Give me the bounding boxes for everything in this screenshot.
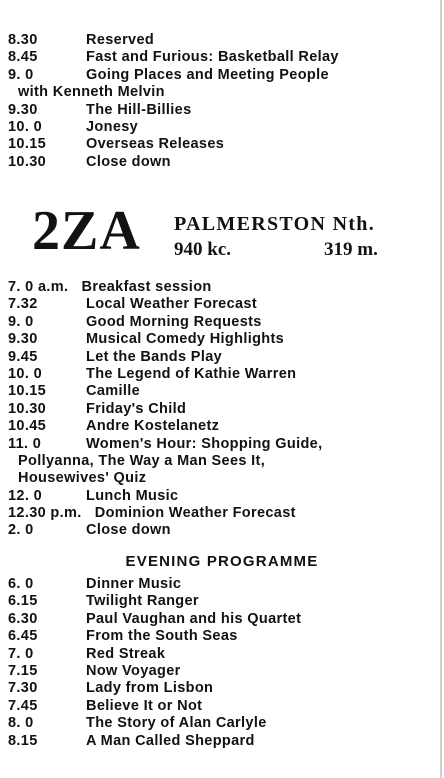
listing-time: 7. 0 [8, 645, 34, 662]
listing-title: Jonesy [86, 118, 139, 135]
listing-title: Overseas Releases [86, 136, 225, 153]
listing-time: 6.15 [8, 593, 38, 610]
listing-time: 6. 0 [8, 576, 34, 592]
listing-row [8, 279, 438, 296]
listing-row [8, 296, 438, 313]
listing-time: 7.15 [8, 662, 38, 679]
listing-title: Dominion Weather Forecast [94, 505, 296, 522]
listing-row [8, 331, 438, 348]
listing-title: Women's Hour: Shopping Guide, [86, 435, 323, 452]
listing-title: Red Streak [86, 645, 166, 662]
listing-row [8, 593, 438, 610]
station-frequency: 940 kc. [174, 239, 231, 260]
listing-title: Friday's Child [86, 400, 187, 417]
listing-title: Let the Bands Play [86, 348, 223, 365]
station-wavelength: 319 m. [324, 239, 378, 260]
listing-time: 8. 0 [8, 715, 34, 732]
listing-title: Dinner Music [86, 576, 182, 592]
listing-time: 7.30 [8, 680, 38, 697]
listing-title: Close down [86, 522, 171, 539]
listing-time: 7.45 [8, 697, 38, 714]
listing-time: 10.30 [8, 153, 47, 170]
evening-programme-heading: EVENING PROGRAMME [125, 553, 319, 570]
listing-row [8, 349, 438, 366]
listing-time: 10. 0 [8, 365, 42, 382]
listing-row [8, 314, 438, 331]
station-callsign: 2ZA [32, 200, 141, 262]
listing-row [8, 576, 438, 593]
listing-time: 12.30 p.m. [8, 505, 82, 522]
listing-title: Musical Comedy Highlights [86, 331, 285, 348]
listing-row [8, 418, 438, 435]
evening-listings [8, 576, 438, 750]
listing-time: 10.45 [8, 418, 47, 435]
listing-time: 12. 0 [8, 487, 42, 504]
listing-continuation [8, 84, 438, 101]
listing-time: 10. 0 [8, 118, 42, 135]
listing-time: 7.32 [8, 296, 38, 313]
listing-row [8, 488, 438, 505]
listing-title: Good Morning Requests [86, 313, 262, 330]
listing-title: Paul Vaughan and his Quartet [86, 610, 302, 627]
listing-time: 8.30 [8, 32, 38, 48]
listing-row [8, 663, 438, 680]
listing-title: A Man Called Sheppard [86, 732, 255, 749]
station-city: PALMERSTON Nth. [174, 213, 376, 235]
listing-title: The Hill-Billies [86, 101, 192, 118]
listing-row [8, 136, 438, 153]
listing-time: 9. 0 [8, 313, 34, 330]
listing-row [8, 383, 438, 400]
listing-row [8, 733, 438, 750]
listing-row [8, 646, 438, 663]
listing-continuation [8, 470, 438, 487]
listing-continuation-text: Pollyanna, The Way a Man Sees It, [18, 452, 266, 469]
listing-row [8, 401, 438, 418]
listing-time: 11. 0 [8, 435, 42, 452]
listing-time: 9.30 [8, 101, 38, 118]
listing-time: 7. 0 a.m. [8, 279, 69, 295]
listing-row [8, 680, 438, 697]
listing-title: Camille [86, 383, 141, 400]
listing-row [8, 119, 438, 136]
listing-title: Lady from Lisbon [86, 680, 214, 697]
listing-title: The Legend of Kathie Warren [86, 365, 297, 382]
listing-time: 2. 0 [8, 522, 34, 539]
listing-title: Local Weather Forecast [86, 296, 258, 313]
listing-row [8, 436, 438, 453]
listing-title: Now Voyager [86, 662, 181, 679]
listing-time: 9.30 [8, 331, 38, 348]
listing-title: Twilight Ranger [86, 593, 199, 610]
listing-row [8, 628, 438, 645]
listing-title: Breakfast session [81, 279, 212, 295]
listing-row [8, 522, 438, 539]
previous-station-listings [8, 32, 438, 171]
listing-row [8, 49, 438, 66]
listing-row [8, 154, 438, 171]
listing-row [8, 611, 438, 628]
listing-row [8, 102, 438, 119]
listing-row [8, 715, 438, 732]
listing-title: Believe It or Not [86, 697, 203, 714]
listing-continuation-text: Housewives' Quiz [18, 470, 147, 487]
listing-time: 9.45 [8, 348, 38, 365]
listing-title: Andre Kostelanetz [86, 418, 220, 435]
listing-time: 10.30 [8, 400, 47, 417]
listing-title: Lunch Music [86, 487, 179, 504]
day-listings [8, 279, 438, 540]
listing-time: 6.45 [8, 628, 38, 645]
listing-row [8, 67, 438, 84]
listing-time: 9. 0 [8, 66, 34, 83]
listing-title: Reserved [86, 32, 155, 48]
listing-continuation [8, 453, 438, 470]
listing-title: The Story of Alan Carlyle [86, 715, 267, 732]
listing-title: Fast and Furious: Basketball Relay [86, 49, 339, 66]
listing-continuation-text: with Kenneth Melvin [18, 84, 165, 101]
listing-time: 6.30 [8, 610, 38, 627]
listing-time: 10.15 [8, 383, 47, 400]
listing-row [8, 505, 438, 522]
listing-title: Going Places and Meeting People [86, 66, 329, 83]
listing-time: 8.15 [8, 732, 38, 749]
page-edge-divider [440, 0, 442, 778]
listing-row [8, 698, 438, 715]
listing-row [8, 366, 438, 383]
listing-title: From the South Seas [86, 628, 238, 645]
station-header [32, 201, 432, 273]
listing-title: Close down [86, 153, 171, 170]
listing-time: 8.45 [8, 49, 38, 66]
listing-time: 10.15 [8, 136, 47, 153]
listing-row [8, 32, 438, 49]
